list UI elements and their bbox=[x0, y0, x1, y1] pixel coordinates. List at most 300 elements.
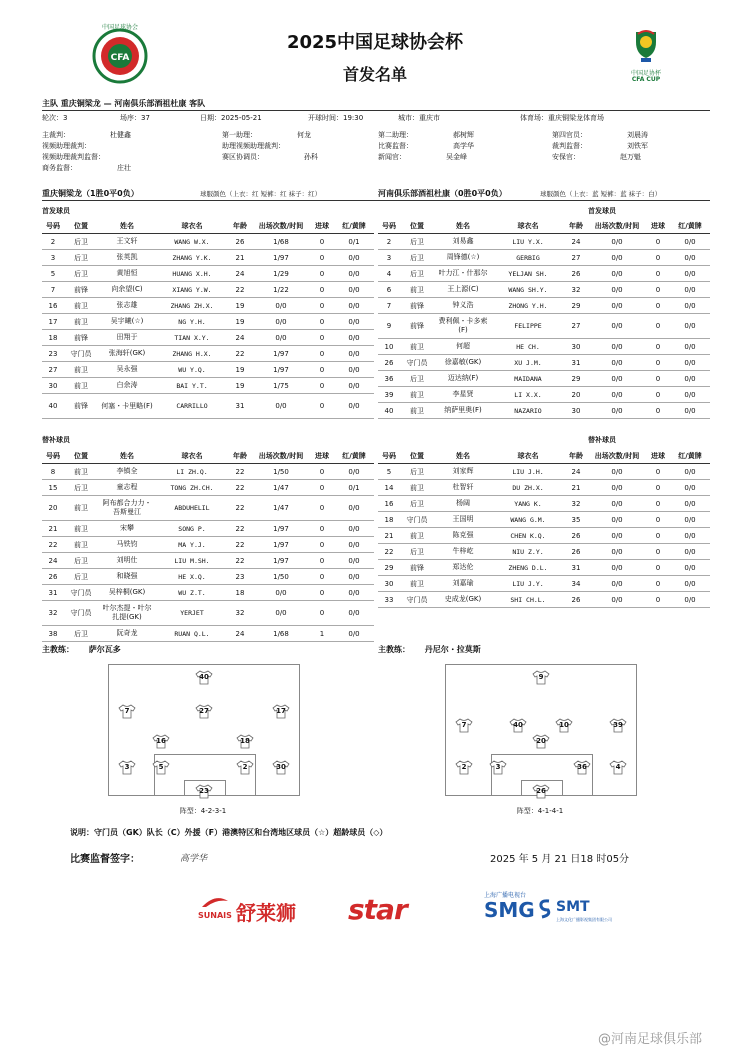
table-cell: 40 bbox=[378, 403, 400, 419]
table-cell: 32 bbox=[228, 601, 252, 626]
column-header: 球衣名 bbox=[492, 448, 564, 464]
official-label: 助理视频助理裁判： bbox=[222, 142, 285, 150]
table-cell: 1/29 bbox=[252, 266, 310, 282]
table-cell: NG Y.H. bbox=[156, 314, 228, 330]
table-row bbox=[378, 576, 710, 592]
table-cell: 0/0 bbox=[334, 585, 374, 601]
table-cell: 0/0 bbox=[334, 537, 374, 553]
table-cell: 6 bbox=[378, 282, 400, 298]
table-cell: YELJAN SH. bbox=[492, 266, 564, 282]
table-cell: 吴永强 bbox=[98, 362, 156, 378]
table-cell: 叶尔杰提・叶尔扎提(GK) bbox=[98, 601, 156, 626]
column-header: 球衣名 bbox=[156, 448, 228, 464]
page-subtitle: 首发名单 bbox=[342, 65, 407, 84]
table-row bbox=[42, 464, 374, 480]
table-row bbox=[42, 314, 374, 330]
official-label: 视频助理裁判： bbox=[42, 142, 91, 150]
table-cell: 阮奇龙 bbox=[98, 626, 156, 642]
official-label: 主裁判： bbox=[42, 131, 70, 139]
table-row bbox=[378, 592, 710, 608]
table-cell: 前卫 bbox=[400, 387, 434, 403]
table-row bbox=[42, 496, 374, 521]
table-cell: 38 bbox=[42, 626, 64, 642]
table-cell: 1/97 bbox=[252, 553, 310, 569]
table-cell: WANG W.X. bbox=[156, 234, 228, 250]
table-cell: ABDUHELIL bbox=[156, 496, 228, 521]
table-cell: 0/0 bbox=[670, 250, 710, 266]
table-cell: 24 bbox=[228, 626, 252, 642]
table-cell: 22 bbox=[378, 544, 400, 560]
player-shirt-icon bbox=[509, 718, 527, 733]
column-header: 年龄 bbox=[564, 218, 588, 234]
table-cell: 0 bbox=[310, 282, 334, 298]
table-row bbox=[378, 266, 710, 282]
table-cell: 马铁钧 bbox=[98, 537, 156, 553]
table-cell: 0/0 bbox=[334, 346, 374, 362]
player-shirt-icon bbox=[272, 704, 290, 719]
table-cell: 0 bbox=[310, 496, 334, 521]
player-shirt-icon bbox=[455, 760, 473, 775]
match-round: 轮次：3 bbox=[42, 114, 68, 122]
official-label: 商务监督： bbox=[42, 164, 77, 172]
column-header: 红/黄牌 bbox=[670, 448, 710, 464]
table-cell: 守门员 bbox=[400, 355, 434, 371]
table-cell: 后卫 bbox=[400, 544, 434, 560]
player-shirt-icon bbox=[195, 704, 213, 719]
home-starters-label: 首发球员 bbox=[42, 207, 70, 215]
table-cell: 22 bbox=[228, 537, 252, 553]
table-cell: 李镇全 bbox=[98, 464, 156, 480]
sunais-cn: 舒莱狮 bbox=[236, 901, 296, 925]
table-row bbox=[378, 560, 710, 576]
signature-label: 比赛监督签字： bbox=[70, 854, 140, 865]
table-cell: 0 bbox=[646, 560, 670, 576]
player-shirt-number: 3 bbox=[495, 763, 501, 771]
table-cell: 0/0 bbox=[252, 394, 310, 419]
table-cell: 0 bbox=[310, 346, 334, 362]
official-item bbox=[552, 141, 648, 151]
table-cell: 32 bbox=[42, 601, 64, 626]
table-cell: 0 bbox=[310, 314, 334, 330]
column-header: 位置 bbox=[64, 448, 98, 464]
home-team-name: 重庆铜梁龙（1胜0平0负） bbox=[42, 189, 139, 198]
table-cell: 27 bbox=[564, 314, 588, 339]
table-row bbox=[42, 362, 374, 378]
table-cell: 0 bbox=[646, 544, 670, 560]
home-formation: 阵型：4-2-3-1 bbox=[179, 807, 227, 815]
table-cell: 叶力江・什那尔 bbox=[434, 266, 492, 282]
table-cell: XIANG Y.W. bbox=[156, 282, 228, 298]
player-shirt-number: 10 bbox=[559, 721, 569, 729]
table-cell: 23 bbox=[42, 346, 64, 362]
table-row bbox=[42, 250, 374, 266]
table-cell: 0 bbox=[310, 537, 334, 553]
table-cell: 23 bbox=[228, 569, 252, 585]
cfa-logo-text: 中国足球协会 bbox=[101, 24, 138, 31]
table-cell: 0/0 bbox=[670, 371, 710, 387]
home-subs-table bbox=[42, 448, 374, 642]
player-shirt-number: 30 bbox=[276, 763, 286, 771]
table-cell: LIU J.Y. bbox=[492, 576, 564, 592]
table-cell: 0 bbox=[646, 355, 670, 371]
table-cell: 1/50 bbox=[252, 569, 310, 585]
page-title: 2025中国足球协会杯 bbox=[286, 32, 464, 53]
table-row bbox=[378, 234, 710, 250]
sunais-logo bbox=[198, 895, 308, 927]
table-cell: 5 bbox=[42, 266, 64, 282]
column-header: 出场次数/时间 bbox=[588, 448, 646, 464]
table-cell: 26 bbox=[378, 355, 400, 371]
table-cell: 31 bbox=[42, 585, 64, 601]
table-cell: 迈达纳(F) bbox=[434, 371, 492, 387]
table-row bbox=[42, 626, 374, 642]
table-cell: 杜智轩 bbox=[434, 480, 492, 496]
official-value: 孙科 bbox=[304, 153, 318, 161]
table-cell: ZHANG H.X. bbox=[156, 346, 228, 362]
table-cell: 18 bbox=[228, 585, 252, 601]
table-cell: 27 bbox=[564, 250, 588, 266]
table-cell: ZHONG Y.H. bbox=[492, 298, 564, 314]
table-cell: 2 bbox=[42, 234, 64, 250]
official-value: 郝树辉 bbox=[453, 131, 474, 139]
table-cell: 后卫 bbox=[64, 626, 98, 642]
official-label: 安保官： bbox=[552, 153, 580, 161]
table-cell: 田翔于 bbox=[98, 330, 156, 346]
table-cell: 0/0 bbox=[588, 371, 646, 387]
table-cell: 白余涛 bbox=[98, 378, 156, 394]
cfa-cup-text: 中国足协杯 bbox=[630, 70, 661, 77]
table-cell: 20 bbox=[564, 387, 588, 403]
table-cell: 刘易鑫 bbox=[434, 234, 492, 250]
watermark: @河南足球俱乐部 bbox=[598, 1032, 703, 1047]
table-cell: 守门员 bbox=[64, 601, 98, 626]
table-cell: 24 bbox=[42, 553, 64, 569]
official-item bbox=[378, 141, 474, 151]
table-cell: 后卫 bbox=[400, 464, 434, 480]
table-cell: 1/97 bbox=[252, 537, 310, 553]
player-shirt-number: 17 bbox=[276, 707, 286, 715]
player-shirt-number: 20 bbox=[536, 737, 546, 745]
table-cell: 后卫 bbox=[400, 496, 434, 512]
table-row bbox=[378, 339, 710, 355]
table-cell: 0/0 bbox=[670, 496, 710, 512]
table-cell: 后卫 bbox=[64, 480, 98, 496]
table-cell: YANG K. bbox=[492, 496, 564, 512]
table-cell: 0/0 bbox=[670, 528, 710, 544]
home-subs-label: 替补球员 bbox=[42, 436, 70, 444]
smt-s-icon bbox=[538, 898, 552, 920]
table-cell: 22 bbox=[228, 346, 252, 362]
table-cell: 0 bbox=[310, 569, 334, 585]
table-cell: 0/0 bbox=[334, 250, 374, 266]
table-cell: 刘嘉瑜 bbox=[434, 576, 492, 592]
sunais-wing-icon bbox=[200, 895, 230, 909]
column-header: 位置 bbox=[64, 218, 98, 234]
table-cell: 后卫 bbox=[64, 250, 98, 266]
table-row bbox=[42, 346, 374, 362]
table-cell: 0/0 bbox=[252, 298, 310, 314]
table-cell: 19 bbox=[228, 362, 252, 378]
table-cell: 后卫 bbox=[400, 266, 434, 282]
table-cell: 36 bbox=[378, 371, 400, 387]
table-cell: 4 bbox=[378, 266, 400, 282]
table-row bbox=[42, 378, 374, 394]
match-date: 日期：2025-05-21 bbox=[200, 114, 262, 122]
table-cell: 0/0 bbox=[670, 560, 710, 576]
table-cell: 0 bbox=[310, 266, 334, 282]
table-cell: 前锋 bbox=[64, 282, 98, 298]
table-row bbox=[378, 314, 710, 339]
signature-name: 高学华 bbox=[180, 854, 208, 864]
table-cell: 0 bbox=[646, 592, 670, 608]
cfa-logo-abbr: CFA bbox=[110, 53, 130, 63]
table-cell: 前锋 bbox=[400, 560, 434, 576]
table-row bbox=[378, 298, 710, 314]
table-cell: HUANG X.H. bbox=[156, 266, 228, 282]
official-label: 第一助理： bbox=[222, 131, 257, 139]
table-cell: 前卫 bbox=[64, 378, 98, 394]
table-cell: 0 bbox=[310, 553, 334, 569]
table-cell: 前卫 bbox=[64, 521, 98, 537]
table-cell: 0/0 bbox=[588, 314, 646, 339]
table-cell: 前卫 bbox=[64, 464, 98, 480]
player-shirt-icon bbox=[532, 784, 550, 799]
table-cell: 0 bbox=[646, 403, 670, 419]
table-cell: 张志雄 bbox=[98, 298, 156, 314]
table-cell: XU J.M. bbox=[492, 355, 564, 371]
column-header: 红/黄牌 bbox=[334, 448, 374, 464]
table-cell: 0/0 bbox=[588, 512, 646, 528]
table-cell: 22 bbox=[228, 282, 252, 298]
table-cell: LI X.X. bbox=[492, 387, 564, 403]
table-cell: 18 bbox=[42, 330, 64, 346]
table-cell: 19 bbox=[228, 314, 252, 330]
player-shirt-icon bbox=[532, 670, 550, 685]
table-cell: 纳萨里奥(F) bbox=[434, 403, 492, 419]
table-cell: HE X.Q. bbox=[156, 569, 228, 585]
column-header: 出场次数/时间 bbox=[588, 218, 646, 234]
official-item bbox=[222, 152, 318, 162]
table-cell: 14 bbox=[378, 480, 400, 496]
table-cell: 1/68 bbox=[252, 626, 310, 642]
player-shirt-icon bbox=[118, 760, 136, 775]
table-cell: 守门员 bbox=[400, 512, 434, 528]
away-starters-table bbox=[378, 218, 710, 419]
table-cell: 0 bbox=[646, 282, 670, 298]
table-cell: 1/75 bbox=[252, 378, 310, 394]
table-cell: 0 bbox=[646, 234, 670, 250]
player-shirt-number: 5 bbox=[158, 763, 164, 771]
table-cell: 0 bbox=[646, 387, 670, 403]
home-coach-label: 主教练： bbox=[42, 645, 74, 654]
table-cell: 2 bbox=[378, 234, 400, 250]
player-shirt-number: 27 bbox=[199, 707, 209, 715]
table-cell: 0/0 bbox=[588, 282, 646, 298]
table-cell: 7 bbox=[378, 298, 400, 314]
table-cell: 向余望(C) bbox=[98, 282, 156, 298]
table-cell: 何超 bbox=[434, 339, 492, 355]
table-cell: 0/0 bbox=[588, 544, 646, 560]
table-cell: 24 bbox=[228, 266, 252, 282]
table-cell: 22 bbox=[228, 480, 252, 496]
table-cell: 21 bbox=[42, 521, 64, 537]
table-cell: 周锋德(☆) bbox=[434, 250, 492, 266]
table-cell: 0 bbox=[310, 480, 334, 496]
table-cell: 前卫 bbox=[400, 282, 434, 298]
table-cell: YERJET bbox=[156, 601, 228, 626]
player-shirt-number: 7 bbox=[124, 707, 130, 715]
player-shirt-icon bbox=[272, 760, 290, 775]
table-cell: 后卫 bbox=[400, 371, 434, 387]
player-shirt-number: 7 bbox=[461, 721, 467, 729]
away-coach-name: 丹尼尔・拉莫斯 bbox=[424, 645, 481, 654]
officials-grid bbox=[42, 130, 710, 176]
table-cell: 后卫 bbox=[400, 234, 434, 250]
table-cell: 24 bbox=[228, 330, 252, 346]
official-value: 吴金峰 bbox=[446, 153, 467, 161]
table-cell: 前锋 bbox=[400, 298, 434, 314]
table-cell: 0 bbox=[646, 266, 670, 282]
table-row bbox=[42, 330, 374, 346]
player-shirt-number: 4 bbox=[615, 763, 621, 771]
table-cell: 前锋 bbox=[64, 394, 98, 419]
table-cell: 0/0 bbox=[588, 403, 646, 419]
official-item bbox=[378, 130, 474, 140]
table-cell: 0 bbox=[310, 330, 334, 346]
official-label: 第四官员： bbox=[552, 131, 587, 139]
table-cell: 22 bbox=[42, 537, 64, 553]
table-cell: 27 bbox=[42, 362, 64, 378]
table-row bbox=[42, 553, 374, 569]
table-cell: 0/0 bbox=[252, 585, 310, 601]
table-cell: 0 bbox=[310, 464, 334, 480]
table-cell: 0/0 bbox=[588, 576, 646, 592]
cfa-cup-logo bbox=[628, 26, 664, 66]
table-cell: 0/0 bbox=[588, 387, 646, 403]
table-cell: TIAN X.Y. bbox=[156, 330, 228, 346]
player-shirt-icon bbox=[152, 760, 170, 775]
column-header: 球衣名 bbox=[492, 218, 564, 234]
table-cell: 0 bbox=[310, 234, 334, 250]
smt-sub: 上海文化广播影视集团有限公司 bbox=[556, 917, 612, 922]
player-shirt-icon bbox=[455, 718, 473, 733]
column-header: 号码 bbox=[42, 448, 64, 464]
table-row bbox=[42, 601, 374, 626]
table-cell: 刘家辉 bbox=[434, 464, 492, 480]
table-cell: 后卫 bbox=[64, 234, 98, 250]
table-cell: 0/0 bbox=[670, 592, 710, 608]
official-item bbox=[42, 163, 131, 173]
table-cell: 0/0 bbox=[588, 560, 646, 576]
table-cell: 0/0 bbox=[334, 330, 374, 346]
player-shirt-number: 9 bbox=[538, 673, 544, 681]
away-starters-label: 首发球员 bbox=[588, 207, 616, 215]
column-header: 年龄 bbox=[228, 218, 252, 234]
table-cell: 宋攀 bbox=[98, 521, 156, 537]
official-label: 裁判监督： bbox=[552, 142, 587, 150]
table-cell: 1/22 bbox=[252, 282, 310, 298]
table-cell: SHI CH.L. bbox=[492, 592, 564, 608]
column-header: 进球 bbox=[310, 218, 334, 234]
match-kickoff: 开球时间：19:30 bbox=[308, 114, 364, 122]
table-cell: 0/0 bbox=[252, 330, 310, 346]
table-cell: 1/97 bbox=[252, 362, 310, 378]
player-shirt-number: 36 bbox=[577, 763, 587, 771]
table-cell: 0/0 bbox=[588, 355, 646, 371]
table-row bbox=[42, 234, 374, 250]
table-cell: 0/0 bbox=[588, 234, 646, 250]
table-cell: 31 bbox=[564, 560, 588, 576]
table-cell: 前卫 bbox=[400, 339, 434, 355]
player-shirt-icon bbox=[236, 760, 254, 775]
table-row bbox=[42, 394, 374, 419]
table-row bbox=[42, 569, 374, 585]
table-cell: 1/97 bbox=[252, 521, 310, 537]
table-cell: 40 bbox=[42, 394, 64, 419]
table-cell: 和晓强 bbox=[98, 569, 156, 585]
table-cell: MA Y.J. bbox=[156, 537, 228, 553]
table-cell: 1/97 bbox=[252, 346, 310, 362]
table-cell: 1/47 bbox=[252, 480, 310, 496]
table-cell: 17 bbox=[42, 314, 64, 330]
official-item bbox=[42, 130, 131, 140]
table-cell: 0/0 bbox=[334, 569, 374, 585]
table-cell: 0/0 bbox=[670, 314, 710, 339]
table-cell: 29 bbox=[564, 371, 588, 387]
table-cell: HE CH. bbox=[492, 339, 564, 355]
table-cell: 张英凯 bbox=[98, 250, 156, 266]
table-cell: 8 bbox=[42, 464, 64, 480]
table-cell: 29 bbox=[564, 298, 588, 314]
table-cell: 16 bbox=[42, 298, 64, 314]
table-cell: 0 bbox=[646, 496, 670, 512]
player-shirt-number: 2 bbox=[242, 763, 248, 771]
table-row bbox=[42, 521, 374, 537]
table-cell: WU Z.T. bbox=[156, 585, 228, 601]
table-header bbox=[378, 218, 710, 234]
table-row bbox=[378, 403, 710, 419]
table-cell: 前卫 bbox=[400, 480, 434, 496]
player-shirt-icon bbox=[195, 784, 213, 799]
table-cell: 21 bbox=[228, 250, 252, 266]
table-cell: 3 bbox=[42, 250, 64, 266]
player-shirt-icon bbox=[195, 670, 213, 685]
column-header: 红/黄牌 bbox=[670, 218, 710, 234]
column-header: 姓名 bbox=[98, 218, 156, 234]
player-shirt-icon bbox=[609, 718, 627, 733]
table-cell: 0/0 bbox=[334, 282, 374, 298]
table-header bbox=[378, 448, 710, 464]
table-cell: 守门员 bbox=[400, 592, 434, 608]
match-city: 城市：重庆市 bbox=[398, 114, 440, 122]
player-shirt-number: 18 bbox=[240, 737, 250, 745]
table-row bbox=[42, 585, 374, 601]
table-row bbox=[378, 387, 710, 403]
table-cell: 0/0 bbox=[670, 355, 710, 371]
away-subs-label: 替补球员 bbox=[588, 436, 616, 444]
table-cell: 0/0 bbox=[670, 266, 710, 282]
table-cell: 0/0 bbox=[670, 464, 710, 480]
table-cell: 18 bbox=[378, 512, 400, 528]
table-cell: 31 bbox=[564, 355, 588, 371]
table-cell: 0/0 bbox=[334, 298, 374, 314]
home-starters-table bbox=[42, 218, 374, 419]
table-cell: 1 bbox=[310, 626, 334, 642]
table-cell: 21 bbox=[564, 480, 588, 496]
table-cell: 24 bbox=[564, 464, 588, 480]
table-cell: 35 bbox=[564, 512, 588, 528]
table-cell: 26 bbox=[564, 592, 588, 608]
